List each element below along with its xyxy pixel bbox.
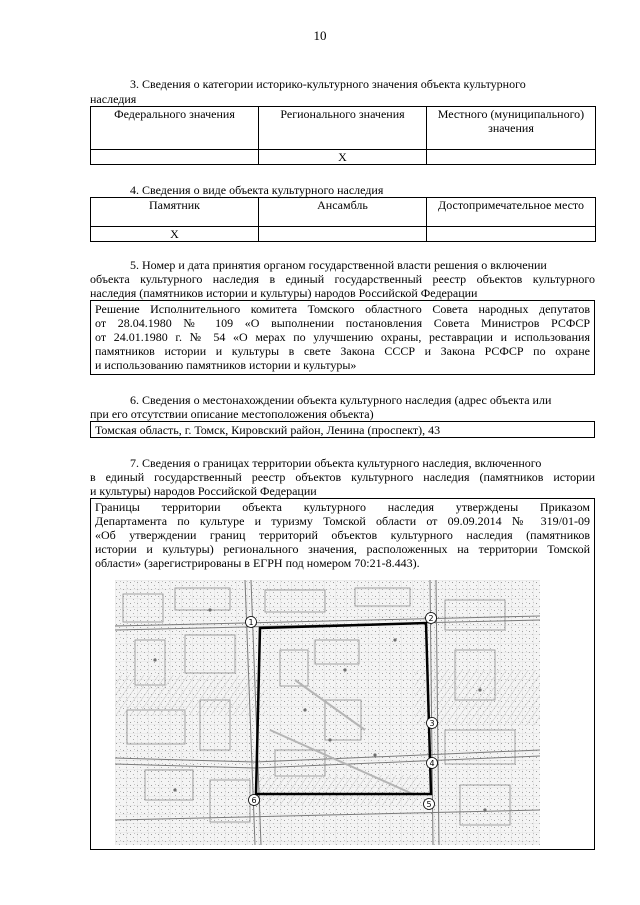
boundaries-line5: области» (зарегистрированы в ЕГРН под номером 70:21-8.443).	[95, 556, 420, 570]
boundary-point-4	[427, 758, 438, 769]
decision-line3: от 24.01.1980 г. № 54 «О мерах по улучшению охраны, реставрации и использования	[95, 330, 590, 344]
svg-text:6: 6	[251, 796, 257, 805]
section6-heading-line2: при его отсутствии описание местоположения объекта)	[90, 407, 374, 421]
category-header-federal: Федерального значения	[91, 107, 259, 150]
territory-map-drawing	[115, 580, 540, 845]
boundaries-line3: «Об утверждении границ территорий объектов культурного наследия (памятников	[95, 528, 590, 542]
category-mark-regional: X	[259, 150, 427, 165]
type-mark-landmark	[427, 227, 596, 242]
registry-decision-box	[90, 300, 595, 375]
section7-heading-line3: и культуры) народов Российской Федерации	[90, 484, 317, 498]
category-mark-local	[427, 150, 596, 165]
territory-map	[115, 580, 540, 845]
category-header-regional: Регионального значения	[259, 107, 427, 150]
decision-line1: Решение Исполнительного комитета Томского областного Совета народных депутатов	[95, 302, 590, 316]
svg-text:3: 3	[429, 719, 435, 728]
decision-line2: от 28.04.1980 № 109 «О выполнении постановления Совета Министров РСФСР	[95, 316, 590, 330]
address-text: Томская область, г. Томск, Кировский район, Ленина (проспект), 43	[95, 423, 441, 437]
svg-text:4: 4	[429, 759, 435, 768]
section5-heading-line1: 5. Номер и дата принятия органом государственной власти решения о включении	[130, 258, 547, 272]
decision-line5: и использованию памятников истории и культуры»	[95, 358, 357, 372]
type-table	[90, 197, 596, 242]
section5-heading-line3: наследия (памятников истории и культуры) народов Российской Федерации	[90, 286, 478, 300]
section3-heading-line2: наследия	[90, 92, 137, 106]
boundary-point-3	[427, 718, 438, 729]
boundary-point-2	[426, 613, 437, 624]
section3-heading-line1: 3. Сведения о категории историко-культурного значения объекта культурного	[130, 77, 526, 91]
type-mark-ensemble	[259, 227, 427, 242]
boundary-point-6	[249, 795, 260, 806]
decision-line4: памятников истории и культуры в свете Закона СССР и Закона РСФСР по охране	[95, 344, 590, 358]
svg-text:1: 1	[248, 618, 254, 627]
type-mark-monument: X	[91, 227, 259, 242]
section7-heading-line2: в единый государственный реестр объектов культурного наследия (памятников истории	[90, 470, 595, 484]
category-header-local: Местного (муниципального) значения	[427, 107, 596, 150]
category-table	[90, 106, 596, 165]
boundaries-line2: Департамента по культуре и туризму Томской области от 09.09.2014 № 319/01-09	[95, 514, 590, 528]
boundaries-line4: истории и культуры) регионального значения, расположенных на территории Томской	[95, 542, 590, 556]
address-box	[90, 421, 595, 438]
svg-text:2: 2	[428, 614, 434, 623]
svg-text:5: 5	[426, 800, 432, 809]
page-number: 10	[313, 28, 327, 43]
section7-heading-line1: 7. Сведения о границах территории объекта культурного наследия, включенного	[130, 456, 542, 470]
boundaries-line1: Границы территории объекта культурного наследия утверждены Приказом	[95, 500, 590, 514]
section5-heading-line2: объекта культурного наследия в единый государственный реестр объектов культурного	[90, 272, 595, 286]
section4-heading: 4. Сведения о виде объекта культурного наследия	[130, 183, 384, 197]
type-header-landmark: Достопримечательное место	[427, 198, 596, 227]
type-header-monument: Памятник	[91, 198, 259, 227]
boundary-point-5	[424, 799, 435, 810]
type-header-ensemble: Ансамбль	[259, 198, 427, 227]
section6-heading-line1: 6. Сведения о местонахождении объекта культурного наследия (адрес объекта или	[130, 393, 552, 407]
category-mark-federal	[91, 150, 259, 165]
boundary-point-1	[246, 617, 257, 628]
